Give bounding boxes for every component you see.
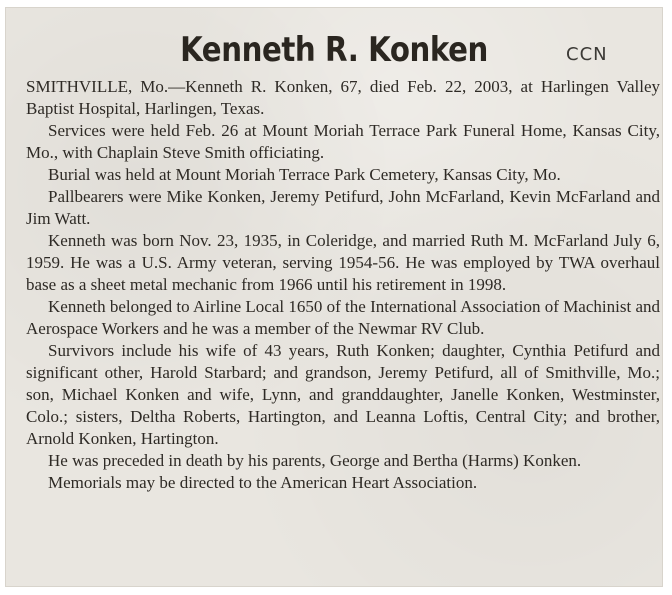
newspaper-clipping (6, 8, 662, 586)
paragraph-survivors: Survivors include his wife of 43 years, Ruth Konken; daughter, Cynthia Petifurd and significant other, Harold Starbard; and grandson, Jeremy Petifurd, all of Smithville, Mo.; son, Michael Konken and wife, Lynn, and granddaughter, Janelle Konken, Westminster, Colo.; sisters, Deltha Roberts, Hartington, and Leanna Loftis, Central City; and brother, Arnold Konken, Hartington. (26, 341, 660, 448)
paragraph-burial: Burial was held at Mount Moriah Terrace Park Cemetery, Kansas City, Mo. (48, 165, 561, 184)
paragraph-services: Services were held Feb. 26 at Mount Moriah Terrace Park Funeral Home, Kansas City, Mo., with Chaplain Steve Smith officiating. (26, 121, 660, 162)
handwritten-mark: CCN (566, 44, 608, 65)
paragraph-dateline: SMITHVILLE, Mo.—Kenneth R. Konken, 67, died Feb. 22, 2003, at Harlingen Valley Baptist Hospital, Harlingen, Texas. (26, 77, 660, 118)
obituary-body (26, 76, 660, 494)
obituary-headline: Kenneth R. Konken (180, 30, 488, 70)
paragraph-memberships: Kenneth belonged to Airline Local 1650 of the International Association of Machinist and Aerospace Workers and he was a member of the Newmar RV Club. (26, 297, 660, 338)
paragraph-preceded: He was preceded in death by his parents, George and Bertha (Harms) Konken. (48, 451, 582, 470)
paragraph-pallbearers: Pallbearers were Mike Konken, Jeremy Petifurd, John McFarland, Kevin McFarland and Jim Watt. (26, 187, 660, 228)
paragraph-biography: Kenneth was born Nov. 23, 1935, in Coleridge, and married Ruth M. McFarland July 6, 1959. He was a U.S. Army veteran, serving 1954-56. He was employed by TWA overhaul base as a sheet metal mechanic from 1966 until his retirement in 1998. (26, 231, 660, 294)
paragraph-memorials: Memorials may be directed to the American Heart Association. (48, 473, 478, 492)
